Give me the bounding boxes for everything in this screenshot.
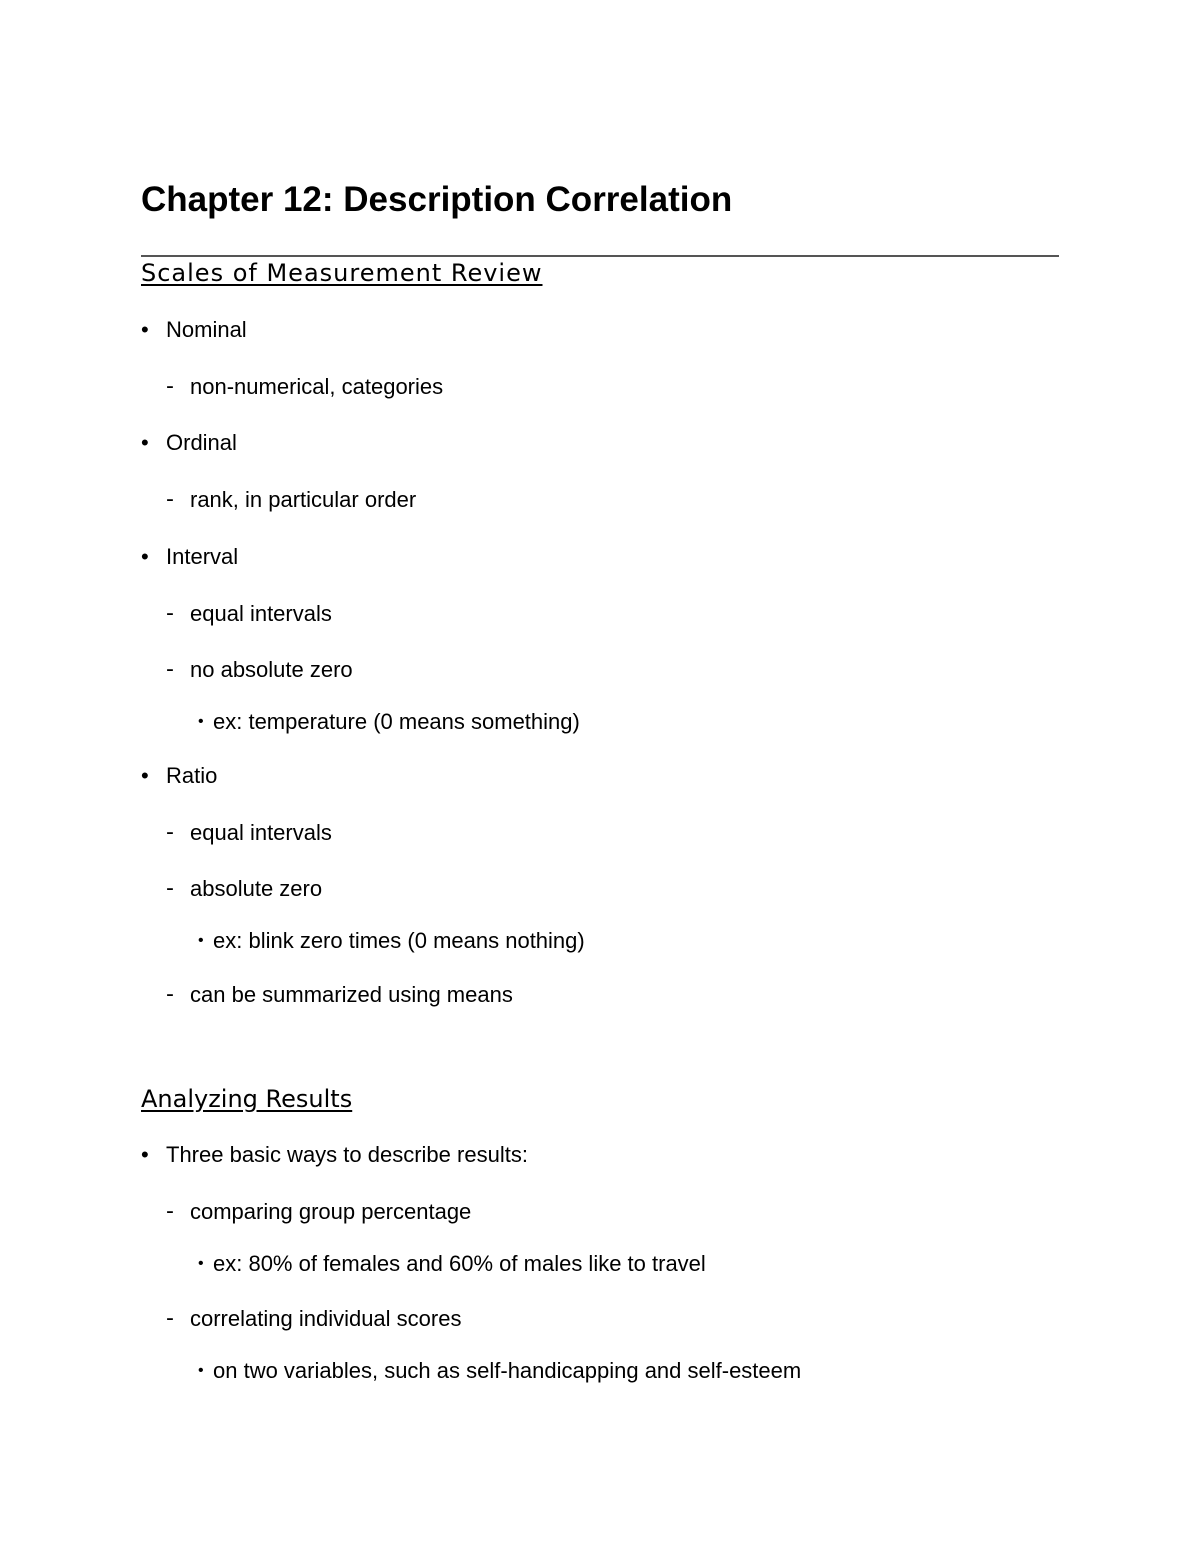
bullet-icon: •	[141, 544, 149, 569]
title-divider	[141, 255, 1059, 257]
list-item: - comparing group percentage	[166, 1199, 472, 1224]
bullet-icon: •	[141, 317, 149, 342]
dash-icon: -	[166, 876, 174, 901]
small-bullet-icon: •	[198, 1362, 204, 1379]
list-item: • Ratio	[141, 763, 218, 788]
list-item: • ex: blink zero times (0 means nothing)	[198, 928, 585, 953]
list-item: • ex: 80% of females and 60% of males like to travel	[198, 1251, 706, 1276]
dash-icon: -	[166, 982, 174, 1007]
bullet-icon: •	[141, 430, 149, 455]
dash-icon: -	[166, 374, 174, 399]
list-item: - no absolute zero	[166, 657, 353, 682]
list-item: • Nominal	[141, 317, 247, 342]
list-item: - equal intervals	[166, 820, 332, 845]
dash-icon: -	[166, 657, 174, 682]
dash-icon: -	[166, 1306, 174, 1331]
bullet-icon: •	[141, 763, 149, 788]
dash-icon: -	[166, 1199, 174, 1224]
small-bullet-icon: •	[198, 713, 204, 730]
section-heading-scales: Scales of Measurement Review	[141, 259, 543, 287]
list-item: - non-numerical, categories	[166, 374, 444, 399]
dash-icon: -	[166, 820, 174, 845]
list-item: - equal intervals	[166, 601, 332, 626]
list-item: - correlating individual scores	[166, 1306, 462, 1331]
list-item: - can be summarized using means	[166, 982, 513, 1007]
small-bullet-icon: •	[198, 1255, 204, 1272]
list-item: • Interval	[141, 544, 239, 569]
bullet-icon: •	[141, 1142, 149, 1167]
section-heading-analyzing: Analyzing Results	[141, 1085, 353, 1113]
dash-icon: -	[166, 601, 174, 626]
small-bullet-icon: •	[198, 932, 204, 949]
list-item: - absolute zero	[166, 876, 323, 901]
page-title: Chapter 12: Description Correlation	[141, 180, 733, 219]
list-item: • Three basic ways to describe results:	[141, 1142, 528, 1167]
list-item: • ex: temperature (0 means something)	[198, 709, 580, 734]
dash-icon: -	[166, 487, 174, 512]
list-item: • on two variables, such as self-handicapping and self-esteem	[198, 1358, 802, 1383]
list-item: - rank, in particular order	[166, 487, 417, 512]
list-item: • Ordinal	[141, 430, 237, 455]
